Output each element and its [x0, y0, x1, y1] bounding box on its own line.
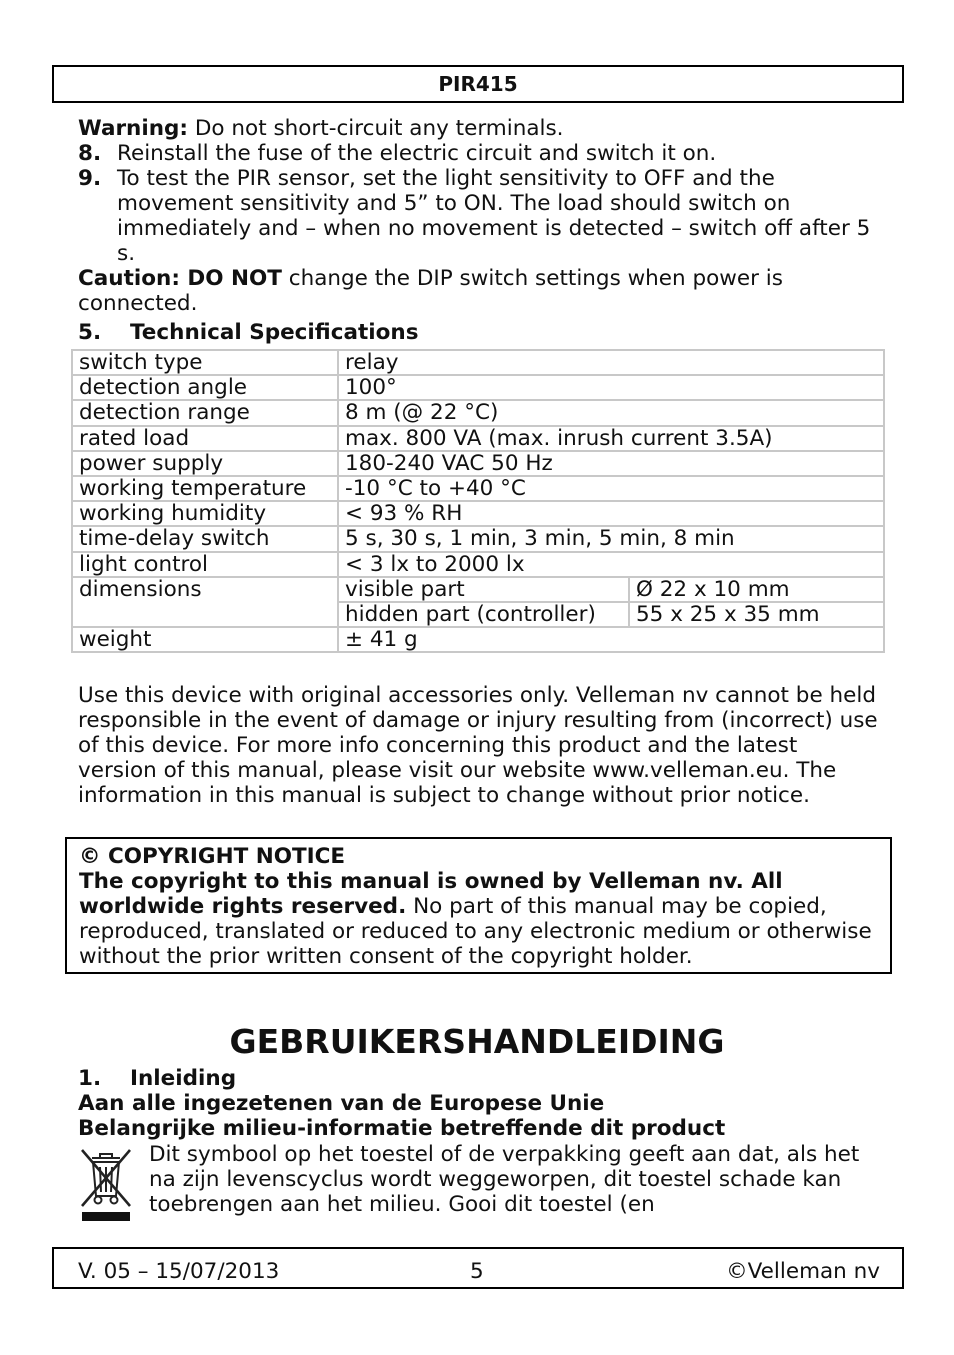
- usage-notice: Use this device with original accessories only. Velleman nv cannot be held responsible in the event of damage or injury resulting from (incorrect) use of this device. For more info concerning this product and the latest version of this manual, please visit our website www.velleman.eu. The information in this manual is subject to change without prior notice.: [78, 683, 878, 808]
- section-heading-inleiding: [78, 1066, 878, 1091]
- spec-label: switch type: [72, 350, 338, 375]
- spec-label: working humidity: [72, 501, 338, 526]
- weee-text: Dit symbool op het toestel of de verpakking geeft aan dat, als het na zijn levenscyclus wordt weggeworpen, dit toestel schade kan toebrengen aan het milieu. Gooi dit toestel (en: [149, 1142, 860, 1217]
- environment-info-line: Belangrijke milieu-informatie betreffende dit product: [78, 1116, 726, 1141]
- spec-value: max. 800 VA (max. inrush current 3.5A): [338, 426, 884, 451]
- spec-row: [72, 400, 884, 425]
- section-number: 5.: [78, 320, 102, 345]
- spec-row: [72, 350, 884, 375]
- spec-label: power supply: [72, 451, 338, 476]
- specifications-table: [71, 349, 885, 653]
- spec-value: 5 s, 30 s, 1 min, 3 min, 5 min, 8 min: [338, 526, 884, 551]
- spec-row: [72, 526, 884, 551]
- section-number: 1.: [78, 1066, 102, 1091]
- footer-page-number: 5: [470, 1259, 484, 1284]
- spec-row: [72, 501, 884, 526]
- step-number: 8.: [78, 141, 102, 166]
- footer-version: V. 05 – 15/07/2013: [78, 1259, 280, 1284]
- spec-value: 55 x 25 x 35 mm: [629, 602, 884, 627]
- copyright-heading: © COPYRIGHT NOTICE: [79, 844, 346, 869]
- caution-label: Caution: DO NOT: [78, 266, 282, 291]
- spec-value: -10 °C to +40 °C: [338, 476, 884, 501]
- crossed-out-wheelie-bin-icon: [78, 1144, 134, 1224]
- spec-row: [72, 627, 884, 652]
- spec-row: [72, 375, 884, 400]
- model-title: PIR415: [438, 72, 518, 96]
- spec-value: ± 41 g: [338, 627, 884, 652]
- spec-label: weight: [72, 627, 338, 652]
- spec-value: < 93 % RH: [338, 501, 884, 526]
- section-title: Inleiding: [130, 1066, 237, 1091]
- spec-label: time-delay switch: [72, 526, 338, 551]
- spec-label: detection angle: [72, 375, 338, 400]
- spec-row: [72, 426, 884, 451]
- copyright-notice-box: [65, 837, 892, 974]
- spec-row: [72, 451, 884, 476]
- spec-row-dimensions: [72, 577, 884, 602]
- spec-sublabel: hidden part (controller): [338, 602, 629, 627]
- caution-text: change the DIP switch settings when power is connected.: [78, 266, 783, 316]
- spec-value: 8 m (@ 22 °C): [338, 400, 884, 425]
- spec-value: 180-240 VAC 50 Hz: [338, 451, 884, 476]
- spec-label: dimensions: [72, 577, 338, 627]
- copyright-text: No part of this manual may be copied, reproduced, translated or reduced to any electronic medium or otherwise without the prior written consent of the copyright holder.: [79, 894, 872, 969]
- spec-value: < 3 lx to 2000 lx: [338, 552, 884, 577]
- spec-row: [72, 476, 884, 501]
- spec-label: working temperature: [72, 476, 338, 501]
- spec-row: [72, 552, 884, 577]
- header-model: [52, 65, 904, 103]
- footer-copyright: ©Velleman nv: [726, 1259, 880, 1284]
- spec-value: relay: [338, 350, 884, 375]
- warning-text: Do not short-circuit any terminals.: [188, 116, 564, 141]
- page-footer: [52, 1247, 904, 1289]
- spec-value: Ø 22 x 10 mm: [629, 577, 884, 602]
- step-8: [78, 141, 878, 166]
- eu-residents-line: Aan alle ingezetenen van de Europese Unie: [78, 1091, 605, 1116]
- warning-note: [78, 116, 878, 141]
- step-number: 9.: [78, 166, 102, 191]
- section-heading-specs: [78, 320, 878, 345]
- warning-label: Warning:: [78, 116, 189, 141]
- copyright-bold-text: The copyright to this manual is owned by Velleman nv. All worldwide rights reserved.: [79, 869, 783, 919]
- spec-value: 100°: [338, 375, 884, 400]
- dutch-intro: [78, 1066, 878, 1141]
- step-9: [78, 166, 878, 266]
- dutch-manual-title: GEBRUIKERSHANDLEIDING: [229, 1022, 725, 1061]
- spec-label: light control: [72, 552, 338, 577]
- copyright-body: [79, 869, 890, 969]
- spec-sublabel: visible part: [338, 577, 629, 602]
- instructions-block: [78, 116, 878, 347]
- caution-note: [78, 266, 878, 316]
- spec-label: detection range: [72, 400, 338, 425]
- step-text: To test the PIR sensor, set the light sensitivity to OFF and the movement sensitivity and 5” to ON. The load should switch on immediately and – when no movement is detected – switch off after 5 s.: [117, 166, 871, 266]
- section-title: Technical Specifications: [130, 320, 419, 345]
- step-text: Reinstall the fuse of the electric circuit and switch it on.: [117, 141, 717, 166]
- spec-label: rated load: [72, 426, 338, 451]
